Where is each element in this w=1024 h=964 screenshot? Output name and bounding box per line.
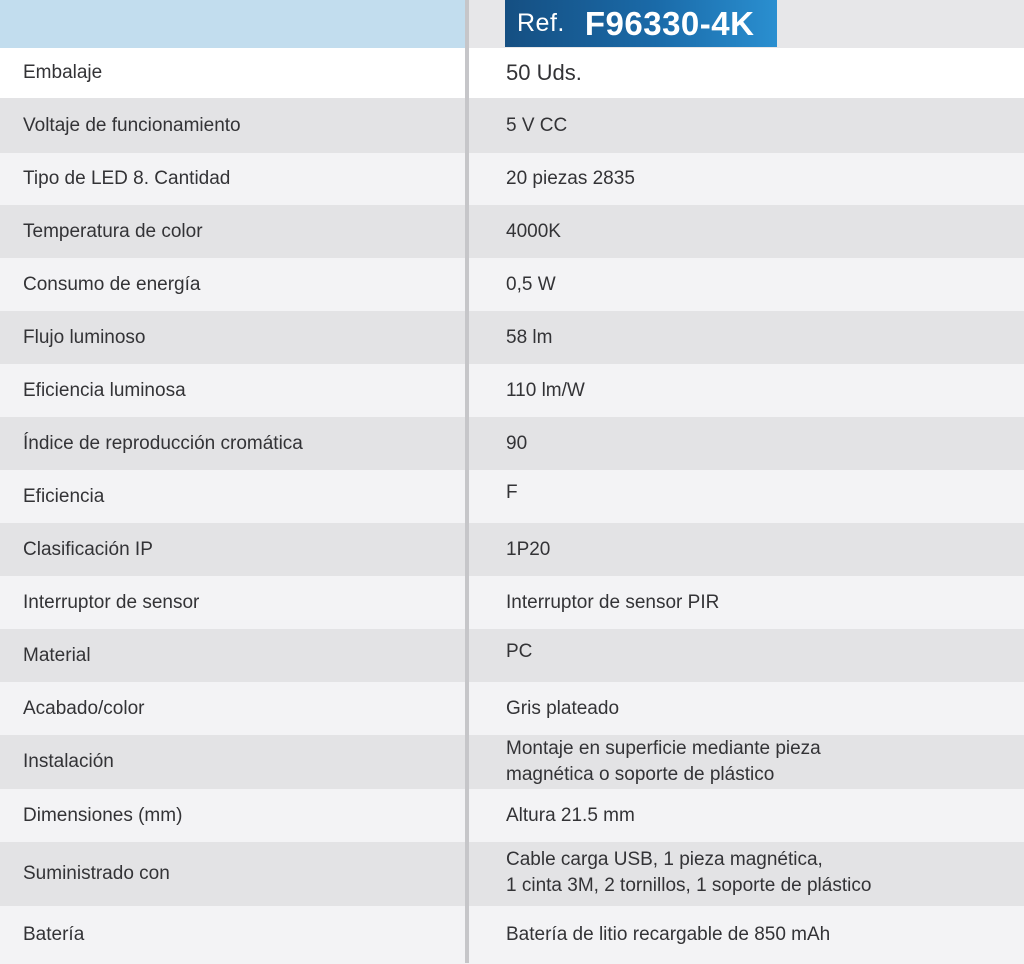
reference-label: Ref. xyxy=(517,9,565,37)
spec-label: Temperatura de color xyxy=(23,220,203,242)
column-divider xyxy=(465,0,469,963)
spec-label: Consumo de energía xyxy=(23,273,201,295)
spec-row-eficiencia-luminosa xyxy=(0,364,1024,417)
spec-row-sensor xyxy=(0,576,1024,629)
spec-label: Eficiencia xyxy=(23,485,105,507)
spec-value: PC xyxy=(506,641,533,662)
spec-label: Material xyxy=(23,644,91,666)
header-label-column xyxy=(0,0,465,48)
spec-row-material xyxy=(0,629,1024,682)
spec-label: Índice de reproducción cromática xyxy=(23,432,303,454)
spec-label: Suministrado con xyxy=(23,863,170,884)
spec-row-ip xyxy=(0,523,1024,576)
spec-value: Interruptor de sensor PIR xyxy=(506,591,720,613)
spec-value xyxy=(506,847,871,899)
spec-table xyxy=(0,48,1024,964)
spec-table-header xyxy=(0,0,1024,48)
spec-row-tipo-led xyxy=(0,153,1024,205)
spec-row-instalacion xyxy=(0,735,1024,789)
spec-row-acabado xyxy=(0,682,1024,735)
spec-value: 20 piezas 2835 xyxy=(506,168,635,189)
spec-row-flujo xyxy=(0,311,1024,364)
spec-row-bateria xyxy=(0,906,1024,964)
spec-row-embalaje xyxy=(0,48,1024,98)
spec-value: 58 lm xyxy=(506,326,553,348)
spec-label: Acabado/color xyxy=(23,697,145,719)
spec-value: 1P20 xyxy=(506,538,551,560)
spec-label: Clasificación IP xyxy=(23,538,153,560)
spec-label: Embalaje xyxy=(23,62,103,83)
spec-row-consumo xyxy=(0,258,1024,311)
spec-value: 110 lm/W xyxy=(506,379,585,401)
spec-value: Altura 21.5 mm xyxy=(506,804,635,826)
spec-label: Instalación xyxy=(23,751,114,772)
spec-row-voltaje xyxy=(0,98,1024,153)
spec-row-suministrado xyxy=(0,842,1024,906)
spec-row-eficiencia xyxy=(0,470,1024,523)
spec-label: Tipo de LED 8. Cantidad xyxy=(23,168,231,189)
spec-row-cri xyxy=(0,417,1024,470)
spec-value: 90 xyxy=(506,432,528,454)
spec-value: Batería de litio recargable de 850 mAh xyxy=(506,924,831,945)
reference-badge xyxy=(505,0,777,47)
spec-value-line: 1 cinta 3M, 2 tornillos, 1 soporte de plástico xyxy=(506,875,872,896)
spec-label: Batería xyxy=(23,924,85,945)
spec-value: 50 Uds. xyxy=(506,60,582,85)
spec-row-temperatura xyxy=(0,205,1024,258)
spec-value: Gris plateado xyxy=(506,697,620,719)
spec-value-line: magnética o soporte de plástico xyxy=(506,764,775,785)
spec-value-line: Montaje en superficie mediante pieza xyxy=(506,738,821,759)
spec-value: 5 V CC xyxy=(506,114,568,136)
spec-row-dimensiones xyxy=(0,789,1024,842)
spec-label: Voltaje de funcionamiento xyxy=(23,114,241,136)
spec-label: Interruptor de sensor xyxy=(23,591,200,613)
spec-value: F xyxy=(506,482,518,503)
spec-value xyxy=(506,736,821,788)
reference-code: F96330-4K xyxy=(584,4,755,42)
spec-value: 4000K xyxy=(506,220,561,242)
spec-label: Flujo luminoso xyxy=(23,326,146,348)
spec-label: Dimensiones (mm) xyxy=(23,804,183,826)
spec-label: Eficiencia luminosa xyxy=(23,379,186,401)
spec-value: 0,5 W xyxy=(506,273,556,295)
spec-value-line: Cable carga USB, 1 pieza magnética, xyxy=(506,849,823,870)
